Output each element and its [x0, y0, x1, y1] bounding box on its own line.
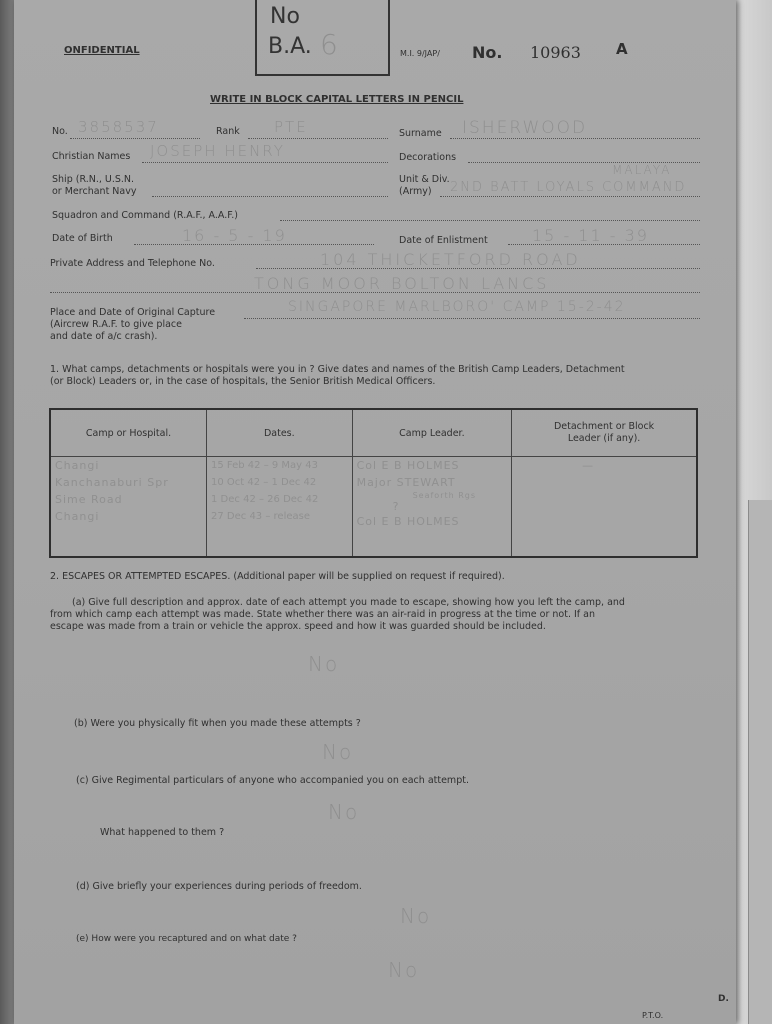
address-value-1: 104 THICKETFORD ROAD	[320, 250, 581, 269]
unit-line	[440, 196, 700, 197]
ship-label-1: Ship (R.N., U.S.N.	[52, 174, 135, 185]
camp-cell: Changi	[55, 459, 100, 472]
question-2c-follow-up: What happened to them ?	[100, 827, 225, 838]
serial-letter: A	[616, 40, 628, 58]
confidential-label: ONFIDENTIAL	[64, 45, 140, 56]
detachment-cell: —	[582, 459, 595, 472]
christian-names-value: JOSEPH HENRY	[150, 142, 285, 160]
leader-note: Seaforth Rgs	[412, 491, 477, 500]
christian-names-line	[142, 162, 388, 163]
question-1-line-2: (or Block) Leaders or, in the case of hospitals, the Senior British Medical Officers.	[50, 376, 436, 387]
detachment-cell	[512, 491, 696, 508]
no-line	[70, 138, 200, 139]
dates-cell: 27 Dec 43 – release	[211, 511, 310, 522]
header-dates: Dates.	[207, 409, 353, 457]
no-label: No.	[52, 126, 68, 137]
header-camp-leader: Camp Leader.	[352, 409, 512, 457]
form-code: M.I. 9/JAP/	[400, 49, 440, 58]
leader-cell: Col E B HOLMES	[356, 515, 460, 528]
capture-value: SINGAPORE MARLBORO' CAMP 15-2-42	[288, 299, 626, 315]
enlistment-value: 15 - 11 - 39	[532, 226, 649, 245]
serial-number: 10963	[530, 43, 581, 62]
dates-cell: 15 Feb 42 – 9 May 43	[211, 460, 319, 471]
stamp-ba: B.A.	[268, 34, 312, 59]
dob-label: Date of Birth	[52, 233, 113, 244]
question-2a-line-2: from which camp each attempt was made. State whether there was an air-raid in progress at the time or not. If an	[50, 609, 596, 620]
unit-value-2: 2ND BATT LOYALS COMMAND	[450, 180, 687, 195]
question-2e: (e) How were you recaptured and on what date ?	[76, 934, 297, 944]
squadron-label: Squadron and Command (R.A.F., A.A.F.)	[52, 210, 238, 221]
answer-2c: No	[328, 800, 360, 824]
surname-line	[450, 138, 700, 139]
ship-line	[152, 196, 388, 197]
capture-line	[244, 318, 700, 319]
camp-table	[49, 408, 698, 558]
unit-label-2: (Army)	[399, 186, 432, 197]
squadron-line	[280, 220, 700, 221]
rank-label: Rank	[216, 126, 240, 137]
enlistment-label: Date of Enlistment	[399, 235, 488, 246]
christian-names-label: Christian Names	[52, 151, 131, 162]
capture-label-3: and date of a/c crash).	[50, 331, 158, 342]
question-2a-line-1: (a) Give full description and approx. date of each attempt you made to escape, showing how you left the camp, and	[72, 597, 625, 608]
question-2b: (b) Were you physically fit when you made these attempts ?	[74, 718, 361, 729]
surname-label: Surname	[399, 128, 442, 139]
detachment-cell	[512, 474, 696, 491]
camp-cell: Kanchanaburi Spr	[55, 476, 169, 489]
address-label: Private Address and Telephone No.	[50, 258, 215, 269]
stamp-ba-handwritten: 6	[320, 28, 340, 61]
capture-label-2: (Aircrew R.A.F. to give place	[50, 319, 182, 330]
header-camp: Camp or Hospital.	[50, 409, 207, 457]
surname-value: ISHERWOOD	[462, 118, 588, 138]
dates-cell: 1 Dec 42 – 26 Dec 42	[211, 494, 319, 505]
leader-cell: Col E B HOLMES	[356, 459, 460, 472]
leader-cell: Major STEWART	[356, 476, 456, 489]
rank-line	[248, 138, 388, 139]
camp-cell: Changi	[55, 510, 100, 523]
address-value-2: TONG MOOR BOLTON LANCS	[254, 274, 550, 293]
camp-cell: Sime Road	[55, 493, 123, 506]
table-row	[50, 457, 697, 558]
answer-2b: No	[322, 740, 354, 764]
capture-label-1: Place and Date of Original Capture	[50, 307, 216, 318]
question-2c: (c) Give Regimental particulars of anyone who accompanied you on each attempt.	[76, 775, 469, 786]
dob-value: 16 - 5 - 19	[182, 226, 287, 245]
camp-table-header-row	[50, 409, 697, 457]
question-1-line-1: 1. What camps, detachments or hospitals were you in ? Give dates and names of the British Camp Leaders, Detachment	[50, 364, 625, 375]
question-2-title: 2. ESCAPES OR ATTEMPTED ESCAPES. (Additional paper will be supplied on request if required).	[50, 571, 505, 582]
leader-cell: ?	[392, 500, 400, 513]
unit-label-1: Unit & Div.	[399, 174, 450, 185]
dates-cell: 10 Oct 42 – 1 Dec 42	[211, 477, 317, 488]
question-2a-line-3: escape was made from a train or vehicle the approx. speed and how it was guarded should be included.	[50, 621, 546, 632]
answer-2d: No	[400, 904, 432, 928]
answer-2e: No	[388, 958, 420, 982]
question-2d: (d) Give briefly your experiences during periods of freedom.	[76, 881, 362, 892]
serial-label: No.	[472, 43, 503, 62]
edge-mark: D.	[718, 994, 729, 1004]
answer-2a: No	[308, 652, 340, 676]
rank-value: PTE	[274, 118, 308, 136]
header-detachment: Detachment or Block Leader (if any).	[512, 409, 697, 457]
stamp-no: No	[270, 4, 300, 29]
pto-label: P.T.O.	[642, 1011, 664, 1020]
back-sheet-tab	[748, 500, 772, 1024]
ship-label-2: or Merchant Navy	[52, 186, 137, 197]
decorations-label: Decorations	[399, 152, 457, 163]
detachment-cell	[512, 508, 696, 525]
unit-value-1: MALAYA	[612, 163, 672, 177]
no-value: 3858537	[78, 118, 159, 136]
pencil-instruction: WRITE IN BLOCK CAPITAL LETTERS IN PENCIL	[210, 94, 464, 105]
